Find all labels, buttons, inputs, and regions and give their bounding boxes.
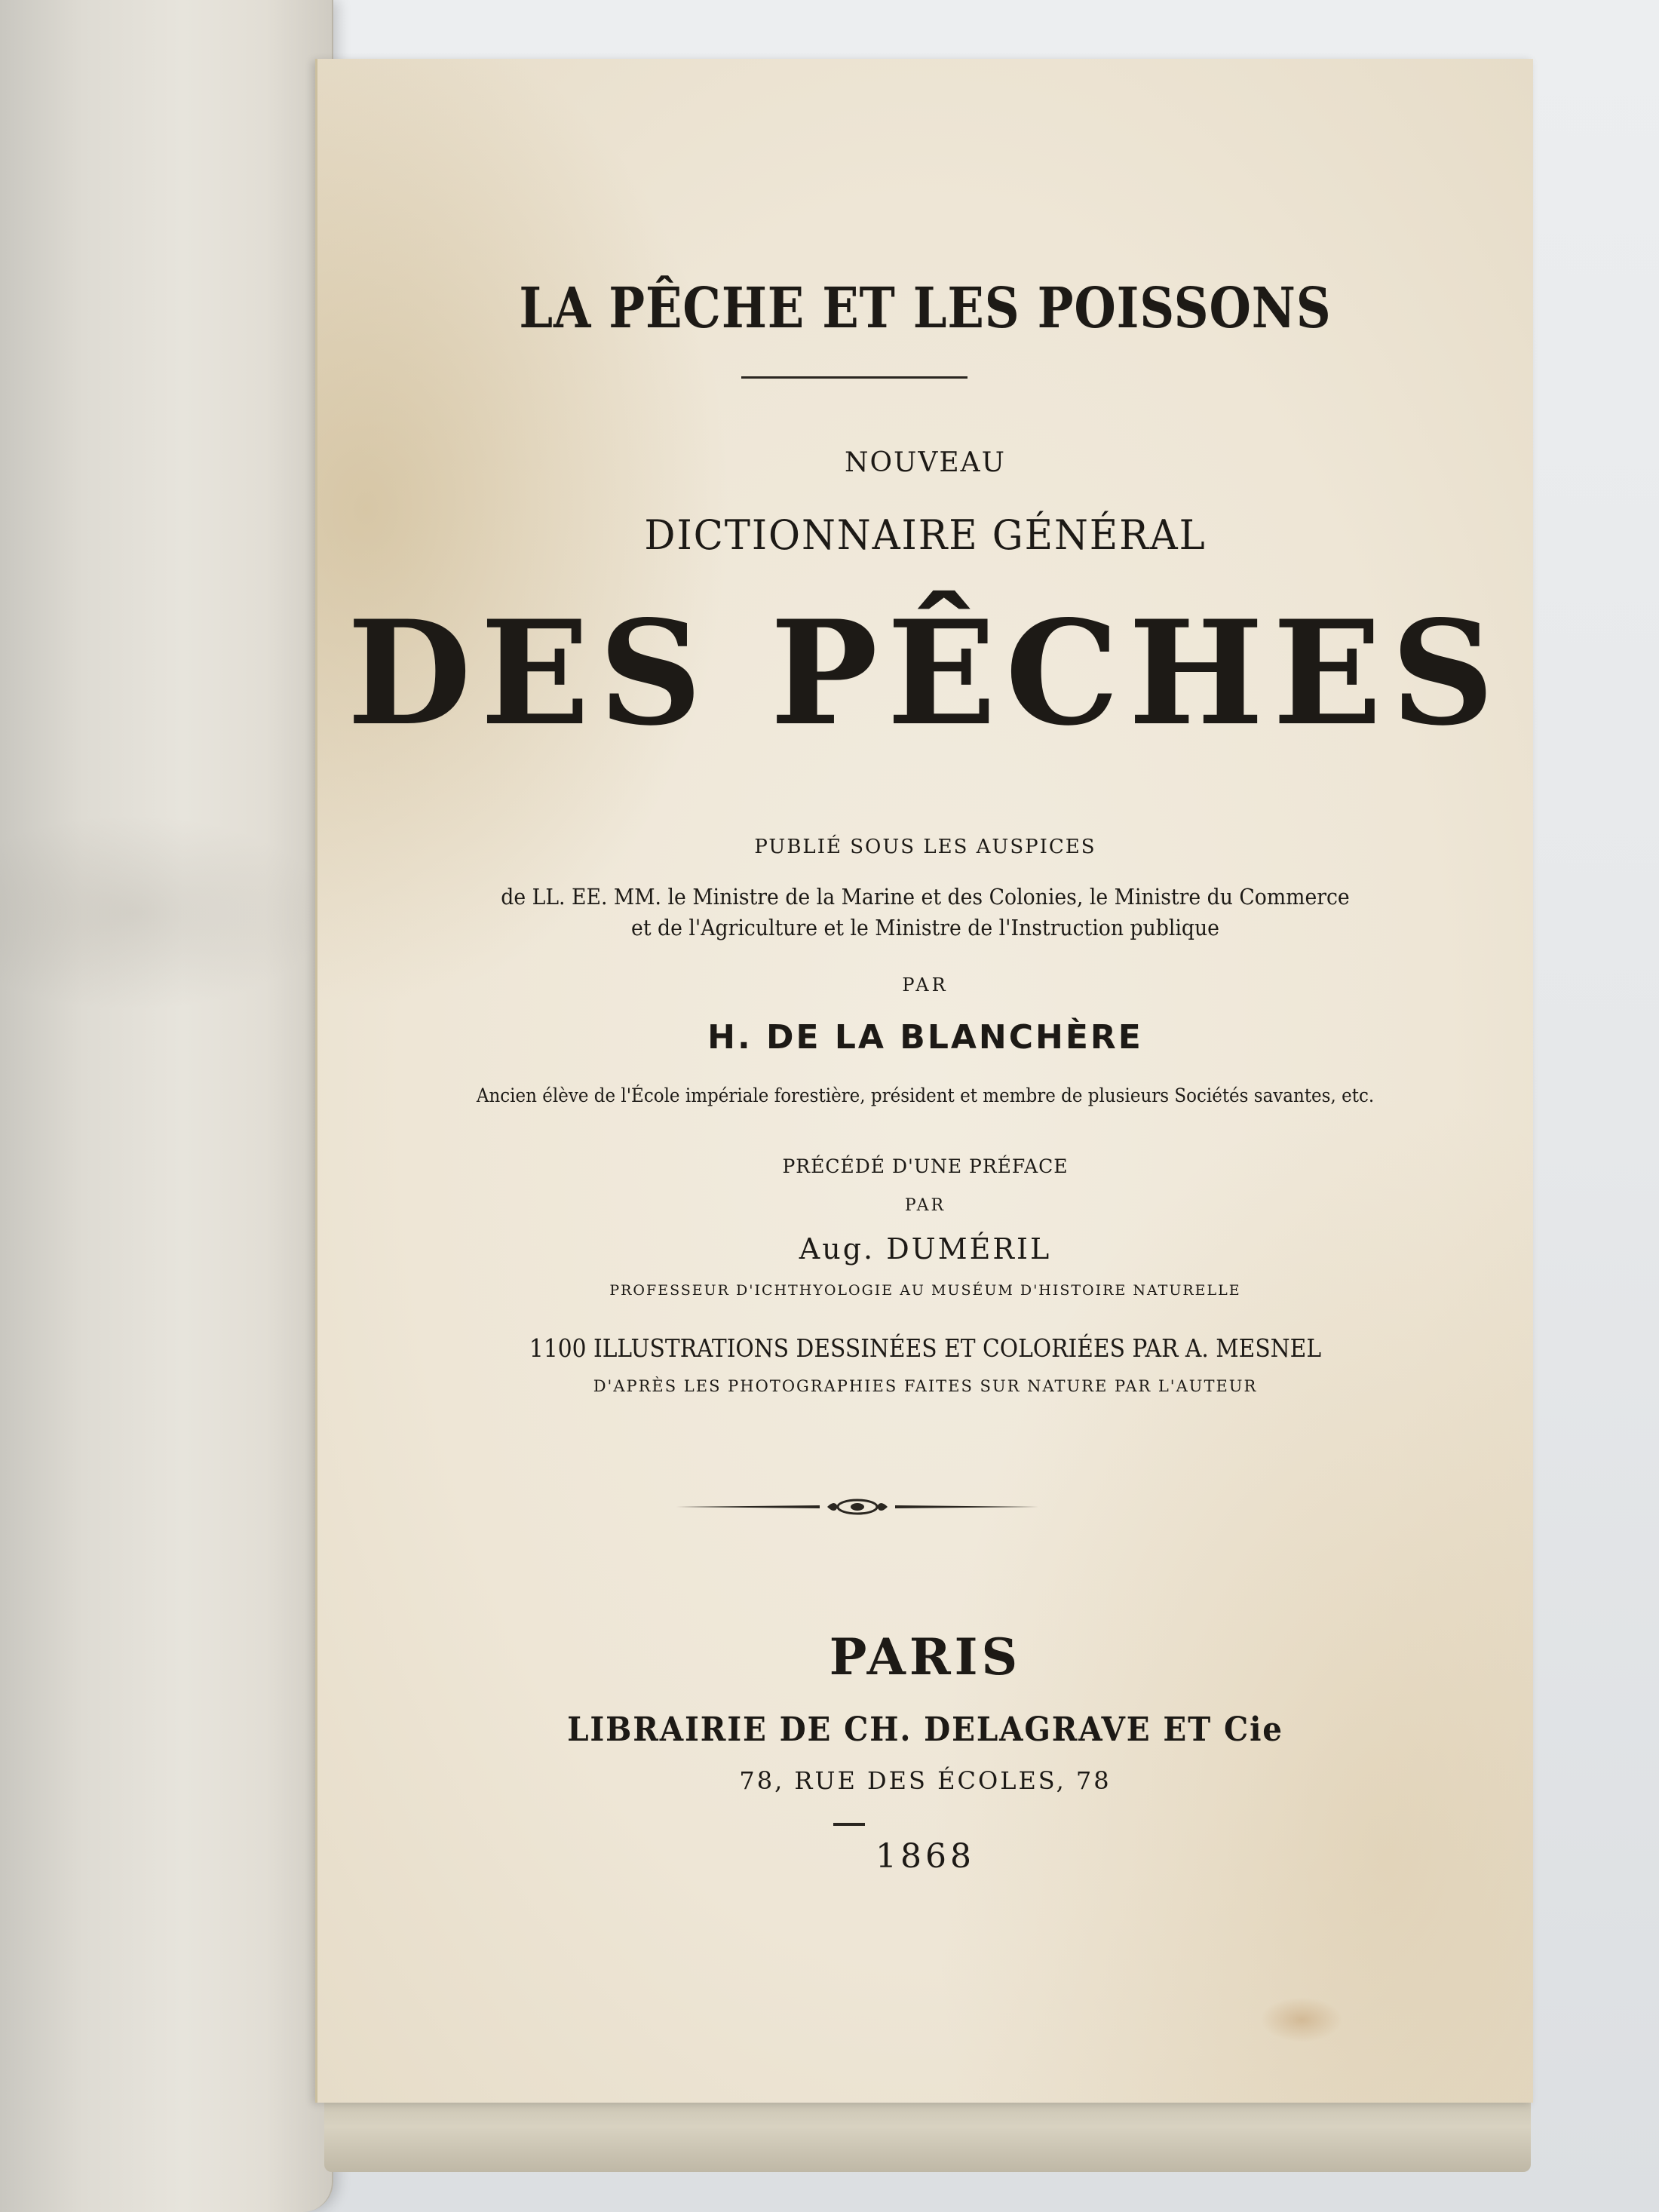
- auspices-heading: PUBLIÉ SOUS LES AUSPICES: [754, 836, 1096, 858]
- subtitle-dictionnaire: DICTIONNAIRE GÉNÉRAL: [644, 511, 1207, 559]
- year-rule: [833, 1823, 865, 1826]
- ornament-divider: [676, 1492, 1038, 1522]
- subtitle-nouveau: NOUVEAU: [845, 447, 1006, 478]
- by-label: PAR: [902, 974, 949, 996]
- publisher: LIBRAIRIE DE CH. DELAGRAVE ET Cie: [567, 1710, 1283, 1749]
- main-title: DES PÊCHES: [347, 589, 1504, 757]
- title-page-content: [317, 59, 1533, 2103]
- author-description: Ancien élève de l'École impériale forestière, président et membre de plusieurs Sociétés savantes, etc.: [476, 1085, 1375, 1106]
- publication-year: 1868: [875, 1837, 975, 1876]
- book-block-edge: [324, 2097, 1531, 2172]
- preface-by-label: PAR: [904, 1196, 946, 1215]
- publication-city: PARIS: [829, 1628, 1022, 1686]
- auspices-line-1: de LL. EE. MM. le Ministre de la Marine et des Colonies, le Ministre du Commerce: [501, 884, 1350, 910]
- preface-label: PRÉCÉDÉ D'UNE PRÉFACE: [782, 1155, 1069, 1177]
- author-name: H. DE LA BLANCHÈRE: [707, 1018, 1143, 1057]
- title-rule: [741, 376, 967, 379]
- foxing-stain: [1260, 1997, 1343, 2042]
- illustrations-line: 1100 ILLUSTRATIONS DESSINÉES ET COLORIÉES PAR A. MESNEL: [529, 1333, 1322, 1363]
- auspices-line-2: et de l'Agriculture et le Ministre de l'Instruction publique: [631, 915, 1219, 940]
- photographs-line: D'APRÈS LES PHOTOGRAPHIES FAITES SUR NATURE PAR L'AUTEUR: [593, 1377, 1258, 1395]
- publisher-address: 78, RUE DES ÉCOLES, 78: [739, 1766, 1112, 1795]
- show-through-text: [0, 815, 332, 1011]
- preface-author: Aug. DUMÉRIL: [799, 1232, 1052, 1266]
- title-page: [315, 59, 1533, 2103]
- series-title: LA PÊCHE ET LES POISSONS: [519, 276, 1332, 341]
- preface-author-title: PROFESSEUR D'ICHTHYOLOGIE AU MUSÉUM D'HISTOIRE NATURELLE: [609, 1282, 1241, 1299]
- left-page-verso: [0, 0, 333, 2212]
